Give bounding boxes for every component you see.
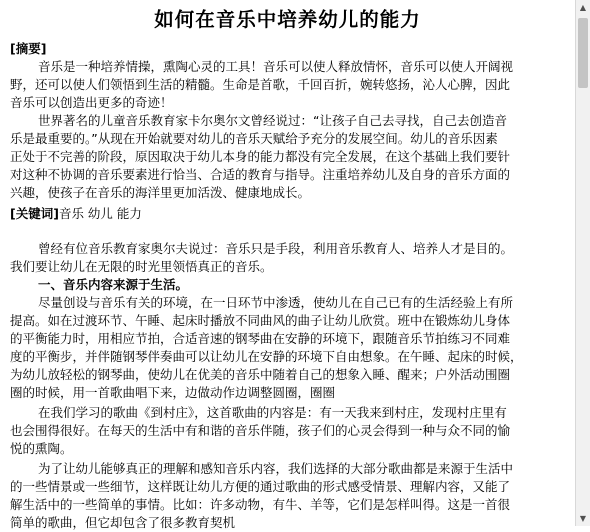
text-line: 尽量创设与音乐有关的环境，在一日环节中渗透，使幼儿在自己已有的生活经验上有所 (38, 295, 514, 310)
text-line: 对这种不协调的音乐要素进行恰当、合适的教育与指导。注重培养幼儿及自身的音乐方面的 (10, 167, 511, 182)
text-line: 乐是最重要的。”从现在开始就要对幼儿的音乐天赋给予充分的发展空间。幼儿的音乐因素 (10, 131, 498, 146)
text-line: 度的平衡步，并伴随钢琴伴奏曲可以让幼儿在安静的环境下自由想象。在午睡、起床的时候， (10, 349, 523, 364)
abstract-label: [摘要] (10, 41, 47, 56)
section-heading: 一、音乐内容来源于生活。 (38, 277, 189, 292)
text-line: 我们要让幼儿在无限的时光里领悟真正的音乐。 (10, 259, 273, 274)
text-line: 解生活中的一些简单的事情。比如：许多动物，有牛、羊等，它们是怎样叫得。这是一首很 (10, 497, 511, 512)
keywords-text: 音乐 幼儿 能力 (58, 206, 142, 221)
text-line: 的一些情景或一些细节，这样既让幼儿方便的通过歌曲的形式感受情景、理解内容，又能了 (10, 479, 511, 494)
text-line: 简单的歌曲，但它却包含了很多教育契机 (10, 515, 236, 530)
text-line: 曾经有位音乐教育家奥尔夫说过：音乐只是手段，利用音乐教育人、培养人才是目的。 (38, 241, 514, 256)
text-line: 野，还可以使人们领悟到生活的精髓。生命是首歌，千回百折，婉转悠扬，沁人心脾，因此 (10, 77, 511, 92)
text-line: 悦的熏陶。 (10, 441, 73, 456)
text-line: 圈的时候，用一首歌曲唱下来，边做动作边调整圆圈，圈圈 (10, 385, 336, 400)
text-line: 的平衡能力时，用相应节拍，合适音速的钢琴曲在安静的环境下，跟随音乐节拍练习不同难 (10, 331, 511, 346)
abstract-line (10, 40, 46, 58)
text-line: 也会围得很好。在每天的生活中有和谐的音乐伴随，孩子们的心灵会得到一种与众不同的愉 (10, 423, 511, 438)
text-line: 音乐可以创造出更多的奇迹！ (10, 95, 173, 110)
scrollbar-thumb[interactable] (578, 18, 588, 88)
text-line: 为幼儿放轻松的钢琴曲，使幼儿在优美的音乐中随着自己的想象入睡、醒来；户外活动围圈 (10, 367, 511, 382)
text-line: 兴趣，使孩子在音乐的海洋里更加活泼、健康地成长。 (10, 185, 311, 200)
text-line: 正处于不完善的阶段，原因取决于幼儿本身的能力都没有完全发展，在这个基础上我们要针 (10, 149, 511, 164)
keywords-label: [关键词] (10, 206, 59, 221)
text-line: 世界著名的儿童音乐教育家卡尔奥尔文曾经说过：“让孩子自己去寻找，自己去创造音 (38, 113, 507, 128)
article-title: 如何在音乐中培养幼儿的能力 (154, 8, 421, 31)
vertical-scrollbar[interactable] (575, 0, 590, 526)
text-line: 为了让幼儿能够真正的理解和感知音乐内容，我们选择的大部分歌曲都是来源于生活中 (38, 461, 514, 476)
scroll-down-icon[interactable]: ▼ (579, 514, 587, 523)
text-line: 提高。如在过渡环节、午睡、起床时播放不同曲风的曲子让幼儿欣赏。班中在锻炼幼儿身体 (10, 313, 511, 328)
keywords-line (10, 205, 142, 223)
text-line: 音乐是一种培养情操，熏陶心灵的工具！音乐可以使人释放情怀，音乐可以使人开阔视 (38, 59, 514, 74)
scroll-up-icon[interactable]: ▲ (579, 3, 587, 12)
text-line: 在我们学习的歌曲《到村庄》，这首歌曲的内容是：有一天我来到村庄，发现村庄里有 (38, 405, 507, 420)
